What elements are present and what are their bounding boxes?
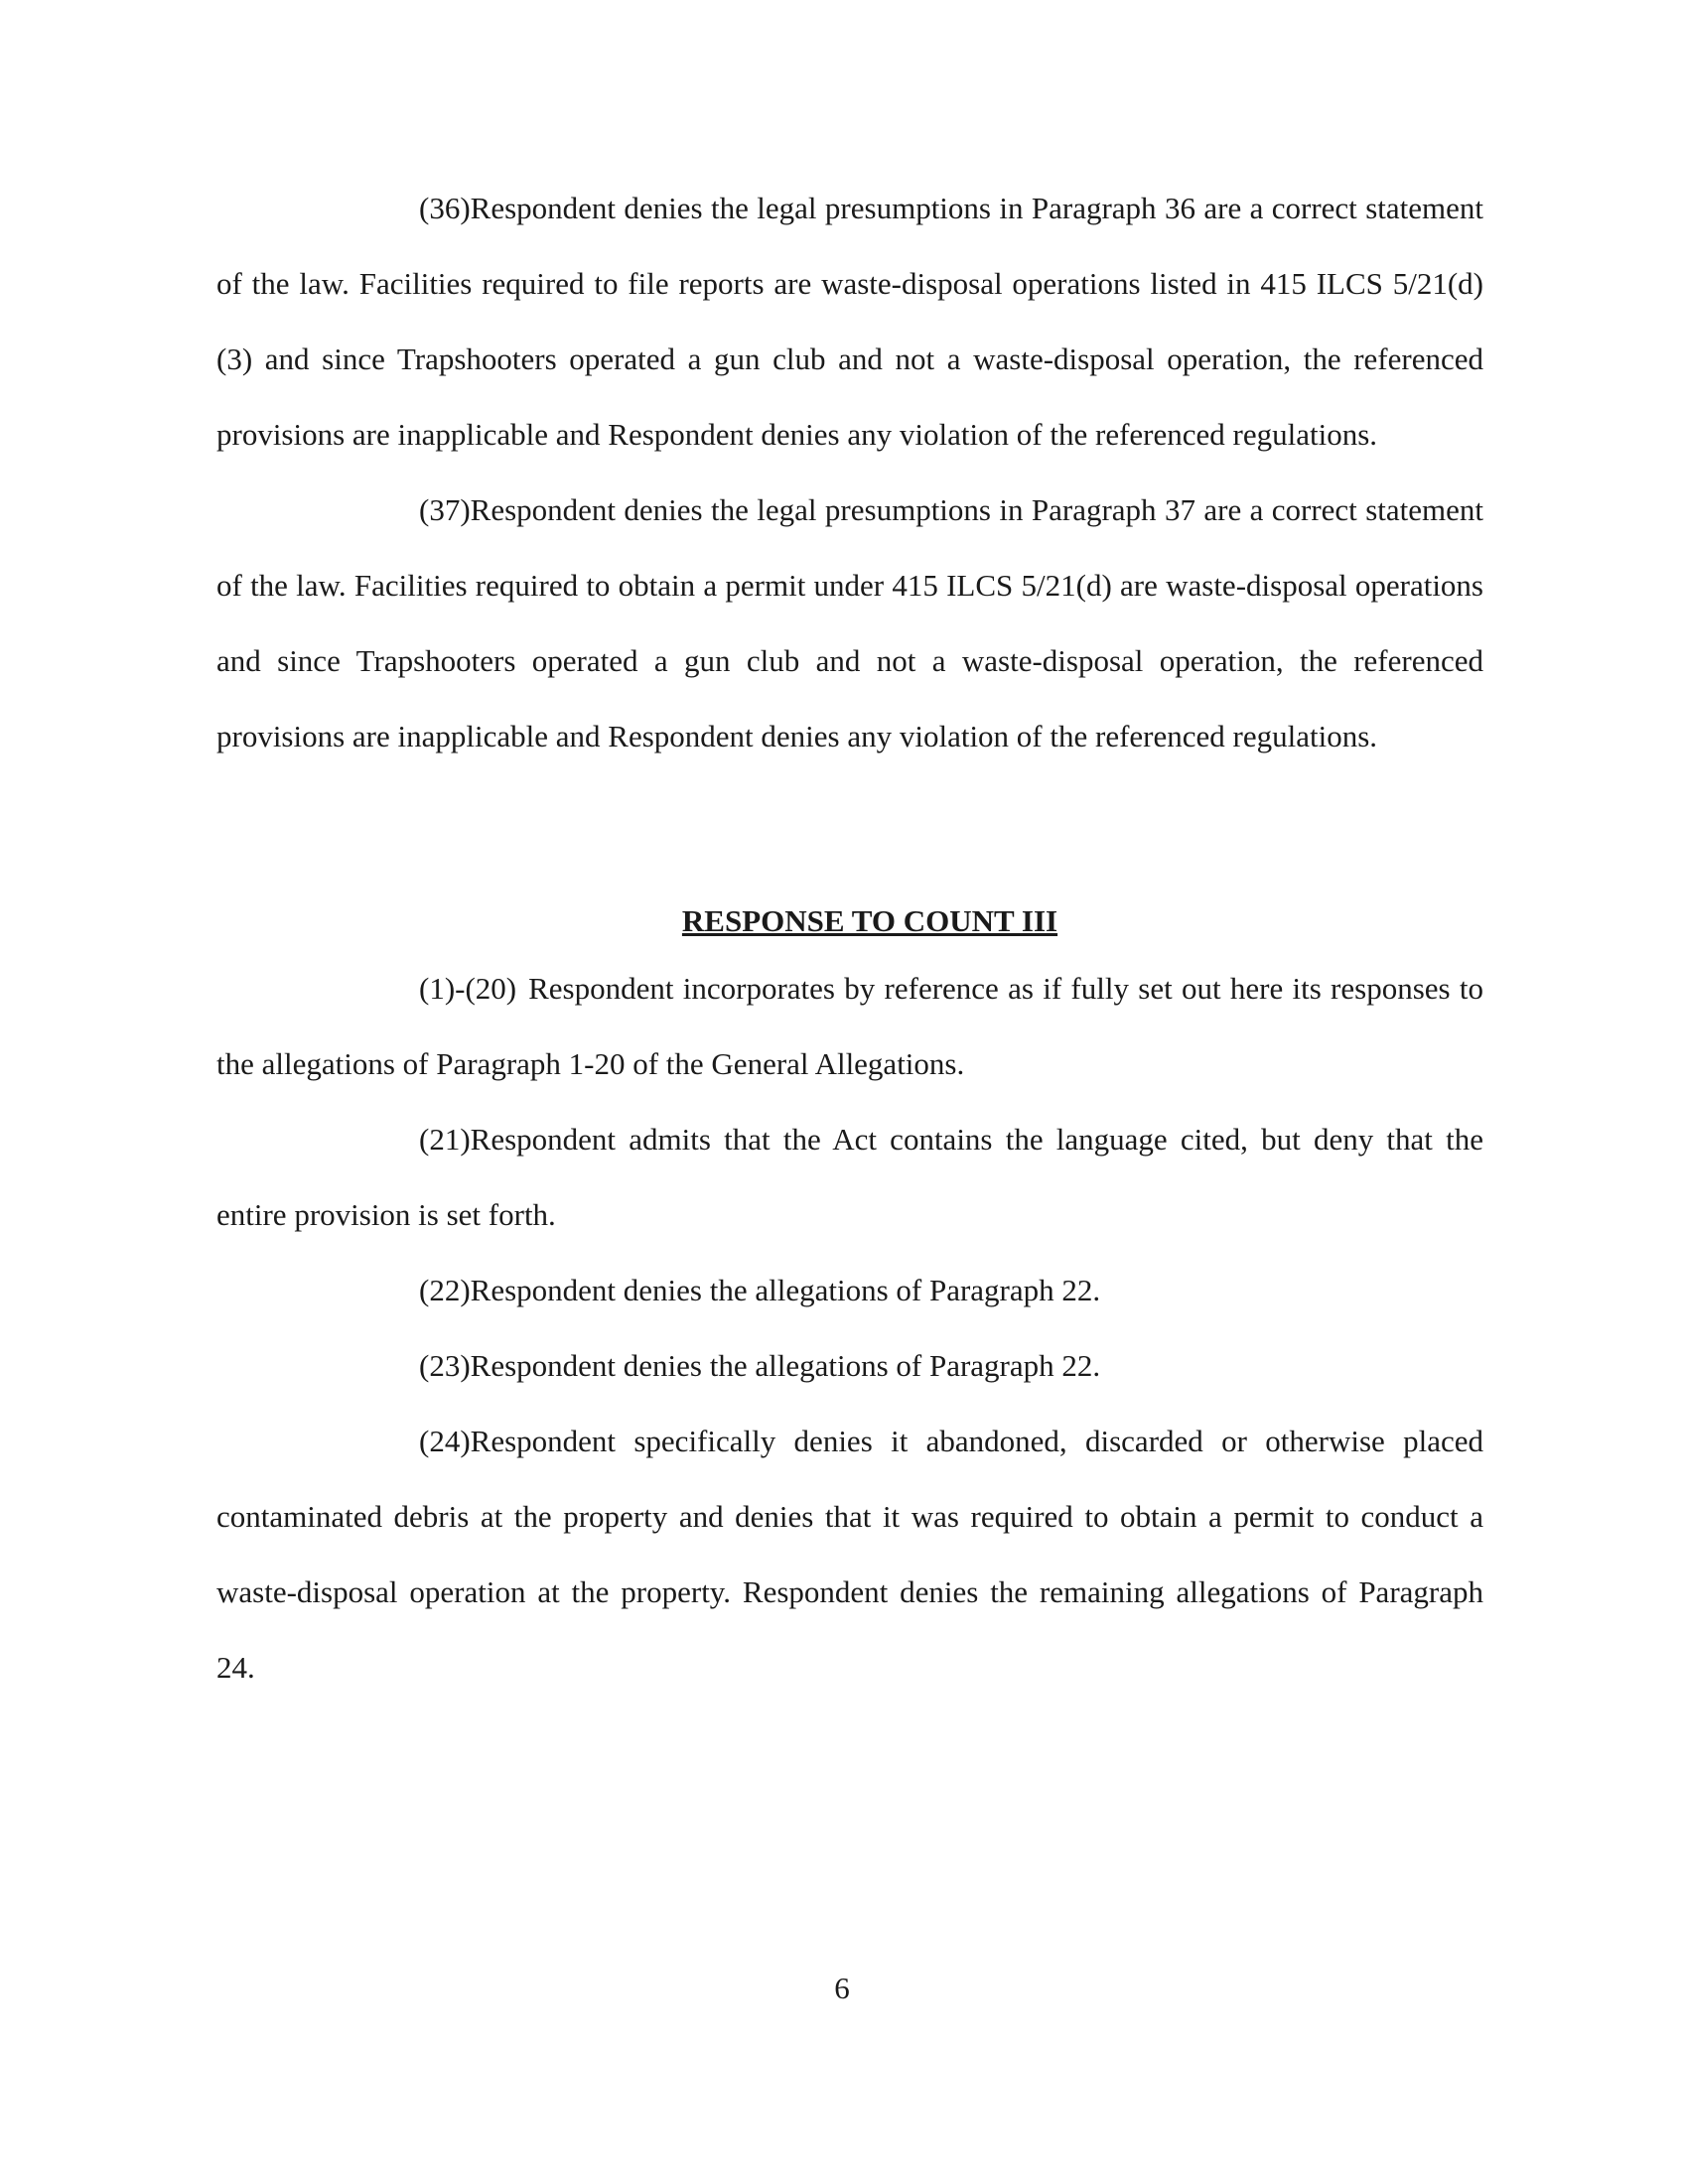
paragraph-text: Respondent admits that the Act contains the language cited, but deny that the entire provision is set forth. [216,1122,1483,1232]
paragraph-number: (22) [419,1273,471,1307]
paragraph-number: (36) [419,191,471,225]
paragraph-number: (37) [419,492,471,527]
paragraph-number: (23) [419,1348,471,1383]
paragraph-number: (24) [419,1424,471,1458]
paragraph-text: Respondent denies the allegations of Paragraph 22. [470,1348,1101,1383]
paragraph-text: Respondent denies the legal presumptions in Paragraph 37 are a correct statement of the law. Facilities required to obtain a permit under 415 ILCS 5/21(d) are waste-disposal operations and since Trapshooters operated a gun club and not a waste-disposal operation, the referenced provisions are inapplicable and Respondent denies any violation of the referenced regulations. [216,492,1483,753]
paragraph-22 [216,1253,1483,1328]
paragraph-37 [216,473,1483,774]
paragraph-21 [216,1102,1483,1253]
paragraph-24 [216,1404,1483,1706]
paragraph-number: (1)-(20) [419,971,517,1006]
page-number: 6 [834,1971,850,2005]
paragraph-text: Respondent denies the legal presumptions in Paragraph 36 are a correct statement of the law. Facilities required to file reports are waste-disposal operations listed in 415 ILCS 5/21(d)(3) and since Trapshooters operated a gun club and not a waste-disposal operation, the referenced provisions are inapplicable and Respondent denies any violation of the referenced regulations. [216,191,1483,452]
document-body [216,171,1483,1706]
paragraph-23 [216,1328,1483,1404]
section-heading: RESPONSE TO COUNT III [681,903,1058,938]
paragraph-number: (21) [419,1122,471,1157]
paragraph-1-20 [216,951,1483,1102]
paragraph-text: Respondent incorporates by reference as if fully set out here its responses to the allegations of Paragraph 1-20 of the General Allegations. [216,971,1483,1081]
paragraph-text: Respondent denies the allegations of Paragraph 22. [470,1273,1101,1307]
paragraph-text: Respondent specifically denies it abandoned, discarded or otherwise placed contaminated debris at the property and denies that it was required to obtain a permit to conduct a waste-disposal operation at the property. Respondent denies the remaining allegations of Paragraph 24. [216,1424,1483,1685]
paragraph-36 [216,171,1483,473]
